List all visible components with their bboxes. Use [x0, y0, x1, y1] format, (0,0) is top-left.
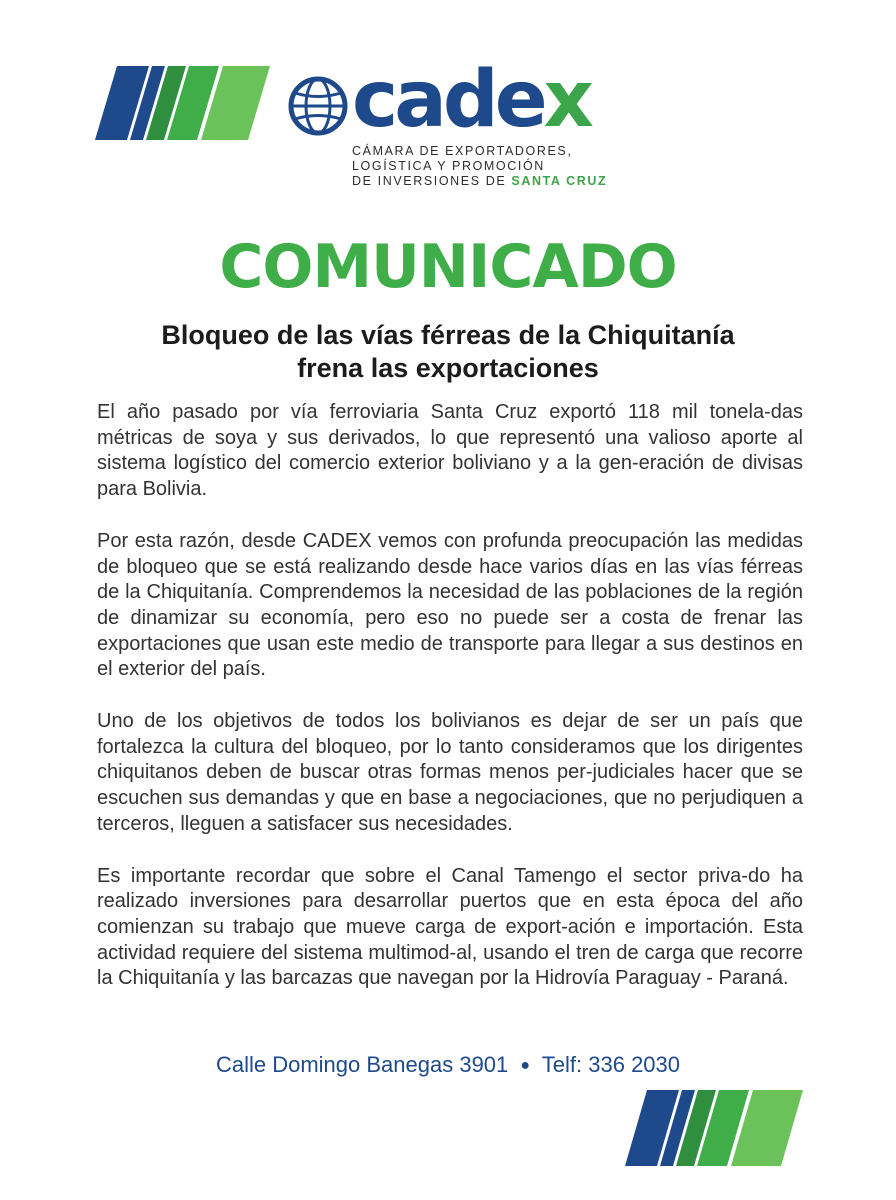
cadex-logo: [288, 55, 618, 196]
paragraph-3: Uno de los objetivos de todos los bolivianos es dejar de ser un país que fortalezca la cultura del bloqueo, por lo tanto consideramos que los dirigentes chiquitanos deben de buscar otras formas menos per-judiciales hacer que se escuchen sus demandas y que en base a negociaciones, que no perjudiquen a terceros, lleguen a satisfacer sus necesidades.: [97, 710, 803, 835]
stripes-logo-icon: [625, 1090, 803, 1166]
paragraph-2: Por esta razón, desde CADEX vemos con profunda preocupación las medidas de bloqueo que se está realizando desde hace varios días en las vías férreas de la Chiquitanía. Comprendemos la necesidad de las poblaciones de la región de dinamizar su economía, pero eso no puede ser a costa de frenar las exportaciones que usan este medio de transporte para llegar a sus destinos en el exterior del país.: [97, 529, 803, 681]
globe-icon: [288, 76, 348, 136]
cadex-wordmark: [352, 55, 590, 145]
brand-tagline: [352, 144, 607, 189]
stripes-logo-icon: [95, 66, 270, 140]
paragraph-4: Es importante recordar que sobre el Canal Tamengo el sector priva-do ha realizado inversiones para desarrollar puertos que en esta época del año comienzan su trabajo que mueve carga de export-ación e importación. Esta actividad requiere del sistema multimod-al, usando el tren de carga que recorre la Chiquitanía y las barcazas que navegan por la Hidrovía Paraguay - Paraná.: [97, 864, 803, 990]
bullet-separator: ●: [520, 1057, 531, 1074]
paragraph-1: El año pasado por vía ferroviaria Santa Cruz exportó 118 mil tonela-das métricas de soya y sus derivados, lo que representó una valioso aporte al sistema logístico del comercio exterior boliviano y a la gen-eración de divisas para Bolivia.: [97, 401, 803, 501]
address: Calle Domingo Banegas 3901: [215, 1052, 509, 1077]
wordmark-x: x: [543, 55, 590, 145]
body-text: [97, 400, 803, 1018]
wordmark-main: cade: [352, 55, 544, 145]
subtitle-line-2: frena las exportaciones: [297, 353, 599, 383]
tagline-line-3: [352, 174, 607, 189]
contact-footer: [0, 1050, 896, 1081]
tagline-line-3-prefix: DE INVERSIONES DE: [352, 174, 512, 188]
tagline-line-1: CÁMARA DE EXPORTADORES,: [352, 144, 573, 158]
tagline-highlight: SANTA CRUZ: [511, 174, 608, 188]
phone: Telf: 336 2030: [541, 1052, 681, 1077]
tagline-line-2: LOGÍSTICA Y PROMOCIÓN: [352, 159, 545, 173]
subtitle: [60, 319, 836, 385]
subtitle-line-1: Bloqueo de las vías férreas de la Chiquitanía: [161, 320, 735, 350]
page-title: COMUNICADO: [219, 232, 677, 302]
